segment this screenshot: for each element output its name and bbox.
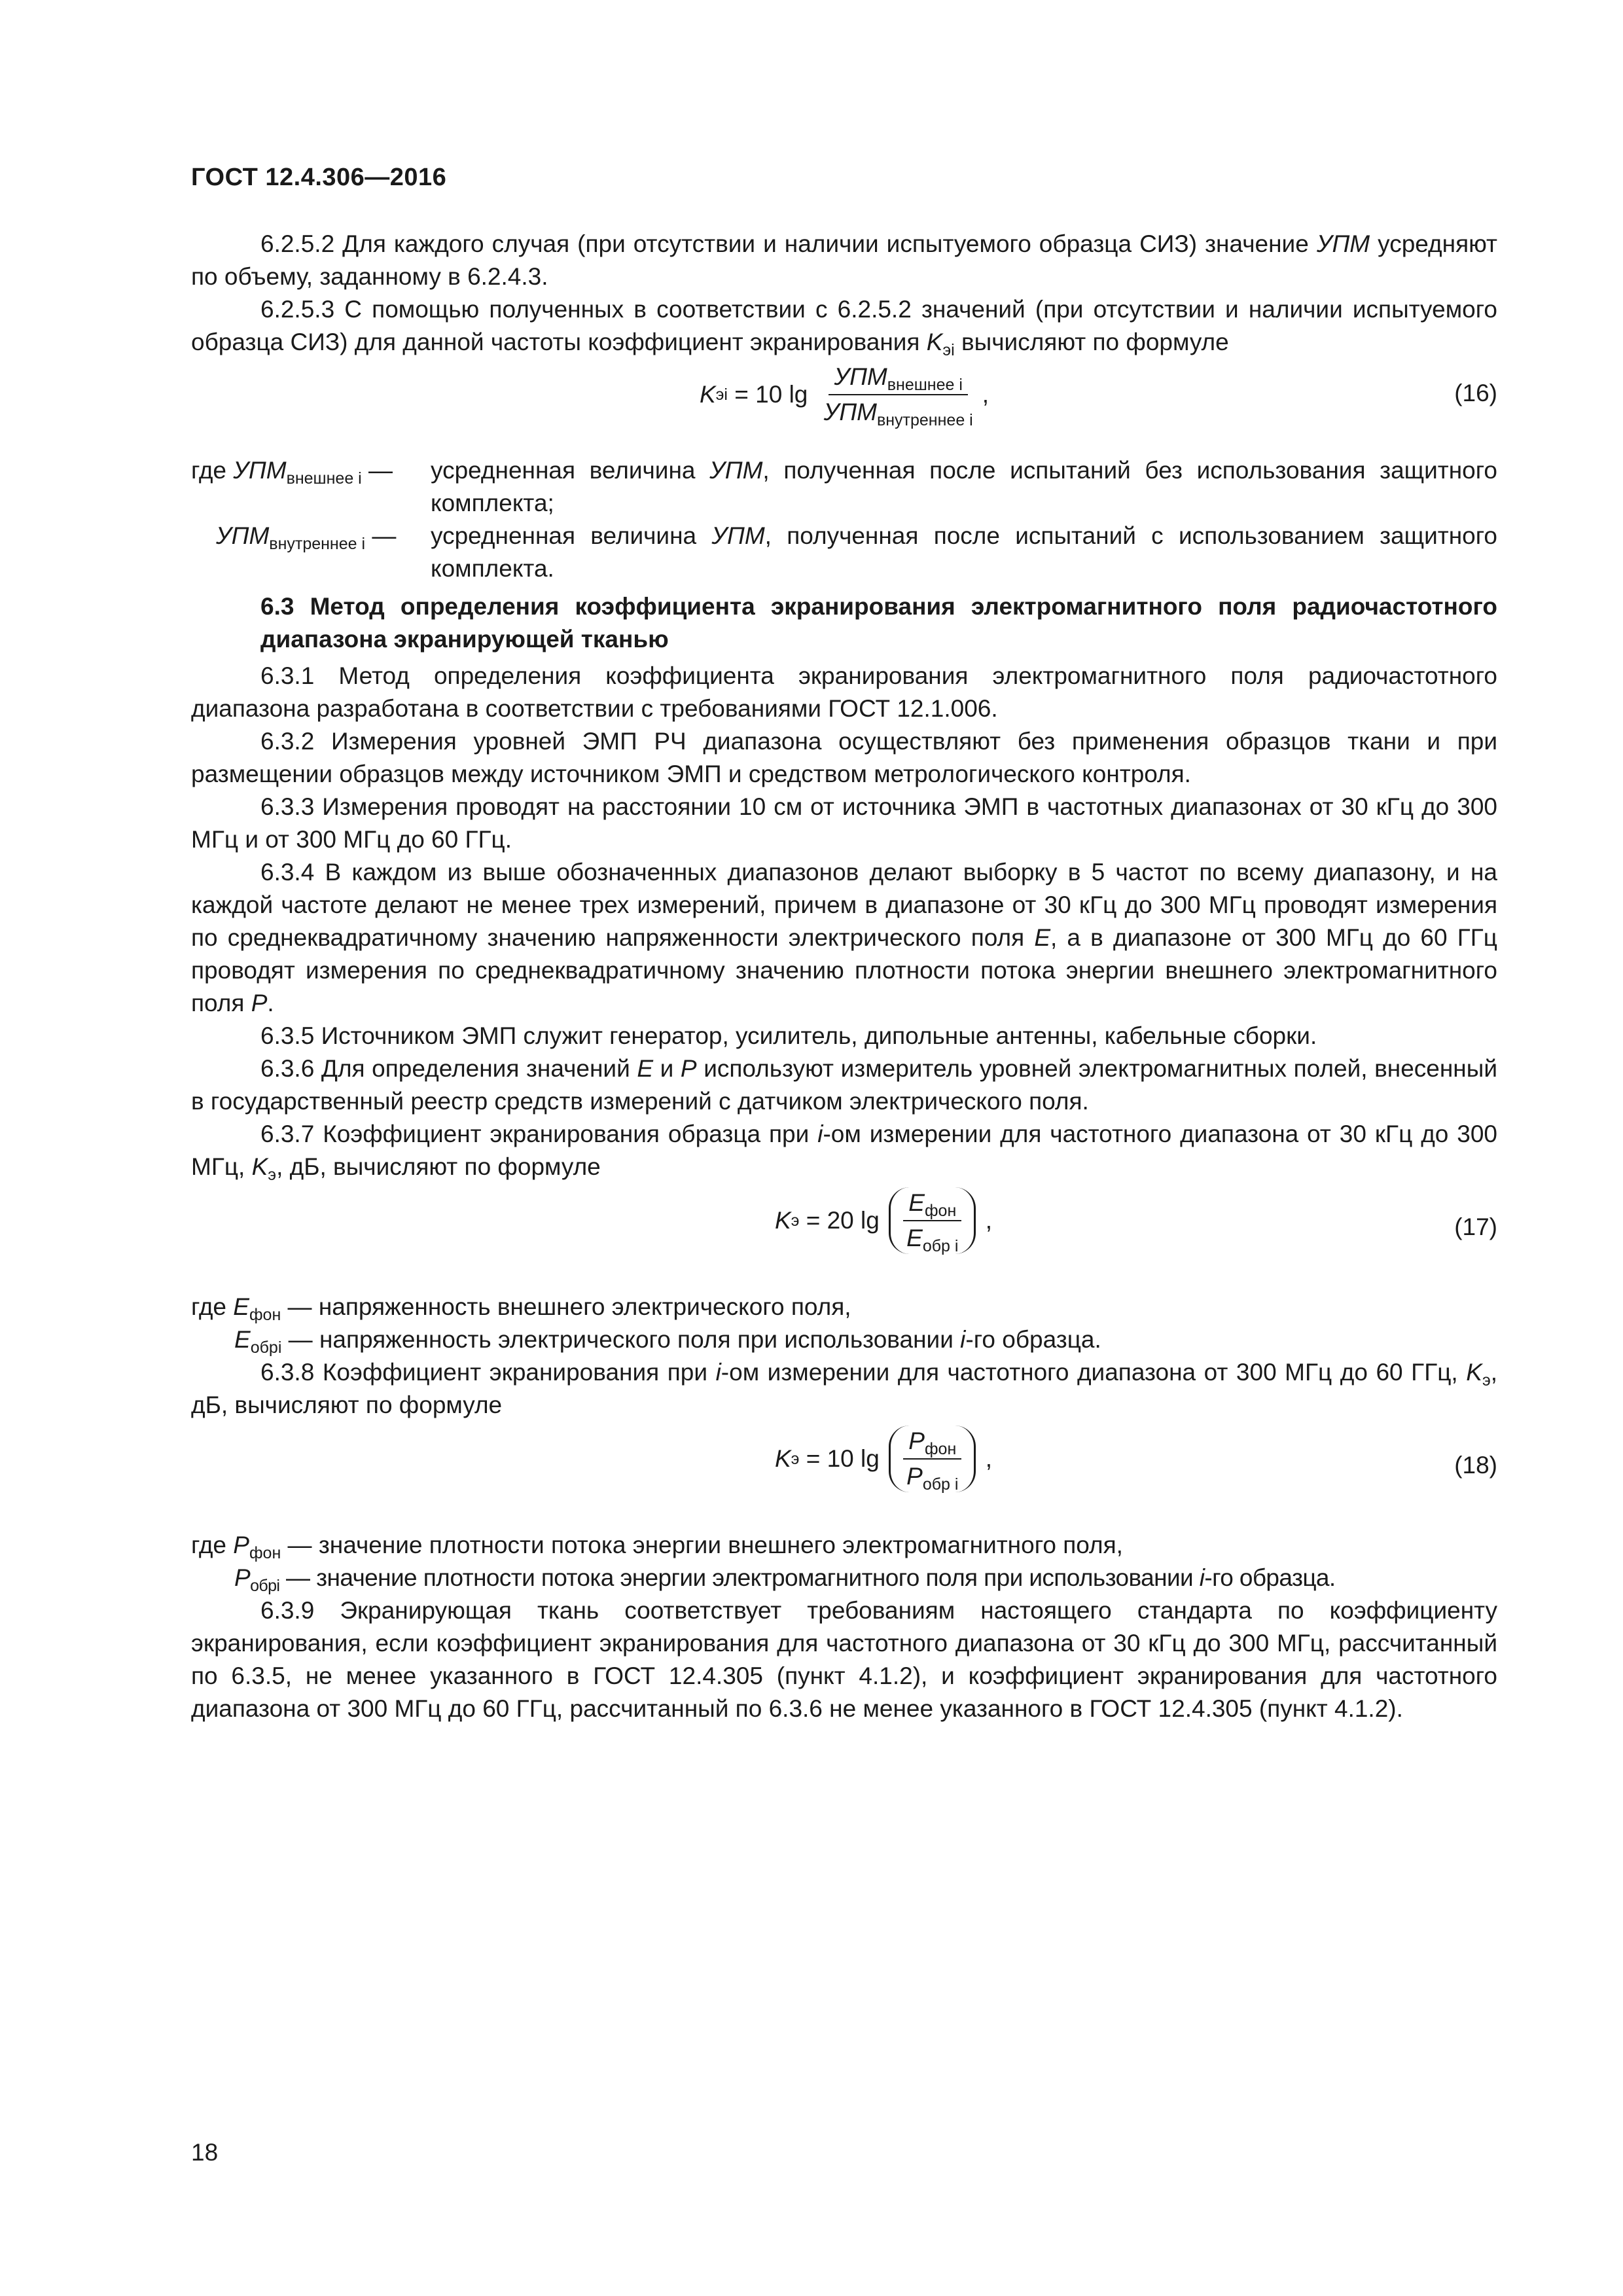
document-body: [191, 228, 1497, 1725]
equation-number-18: (18): [1454, 1452, 1497, 1479]
formula-17: K э = 20 lg $\frac{E_{фон}}{E_{обр i}}$ , (17): [191, 1187, 1497, 1285]
definitions-18: [191, 1529, 1497, 1594]
definition-row: $P_{обрi}$ — значение плотности потока энергии электромагнитного поля при использовании i-го образца.: [234, 1564, 1336, 1595]
paragraph-6-3-6: 6.3.6 Для определения значений E и P используют измеритель уровней электромагнитных полей, внесенный в государственный реестр средств измерений с датчиком электрического поля.: [191, 1055, 1497, 1115]
paragraph-6-3-2: 6.3.2 Измерения уровней ЭМП РЧ диапазона осуществляют без применения образцов ткани и при размещении образцов между источником ЭМП и средством метрологического контроля.: [191, 728, 1497, 787]
definition-row: где $УПМ_{внешнее i}$ — усредненная величина УПМ, полученная после испытаний без использования защитного комплекта;: [191, 457, 1497, 516]
page-number: 18: [191, 2139, 219, 2166]
formula-16-fraction: $\frac{УПМ_{внешнее i}}{УПМ_{внутреннее i}}$: [823, 363, 973, 429]
section-heading-6-3: 6.3 Метод определения коэффициента экранирования электромагнитного поля радиочастотного диапазона экранирующей тканью: [260, 593, 1497, 653]
document-header: ГОСТ 12.4.306—2016: [191, 164, 447, 191]
paragraph-6-2-5-3: 6.2.5.3 С помощью полученных в соответствии с 6.2.5.2 значений (при отсутствии и наличии испытуемого образца СИЗ) для данной частоты коэффициент экранирования $K_{эi}$ вычисляют по формуле: [191, 296, 1497, 359]
formula-16: K эi = 10 lg $\frac{УПМ_{внешнее i}}{УПМ_{внутреннее i}}$ , (16): [699, 363, 1497, 429]
formula-17-parentheses: $\frac{E_{фон}}{E_{обр i}}$: [889, 1187, 976, 1254]
paragraph-6-3-5: 6.3.5 Источником ЭМП служит генератор, усилитель, дипольные антенны, кабельные сборки.: [260, 1022, 1317, 1049]
paragraph-6-3-7: 6.3.7 Коэффициент экранирования образца при i-ом измерении для частотного диапазона от 30 кГц до 300 МГц, $K_э$, дБ, вычисляют по формуле: [191, 1121, 1498, 1184]
definition-row: где $E_{фон}$ — напряженность внешнего электрического поля,: [191, 1293, 851, 1324]
equation-number-16: (16): [1454, 380, 1497, 406]
equation-number-17: (17): [1454, 1213, 1497, 1240]
definition-row: $E_{обрi}$ — напряженность электрического поля при использовании i-го образца.: [234, 1326, 1101, 1357]
definitions-16: [191, 454, 1497, 585]
definition-row: где $P_{фон}$ — значение плотности потока энергии внешнего электромагнитного поля,: [191, 1532, 1123, 1562]
paragraph-6-3-4: 6.3.4 В каждом из выше обозначенных диапазонов делают выборку в 5 частот по всему диапазону, и на каждой частоте делают не менее трех измерений, причем в диапазоне от 30 кГц до 300 МГц проводят измерения по среднеквадратичному значению напряженности электрического поля E, а в диапазоне от 300 МГц до 60 ГГц проводят измерения по среднеквадратичному значению плотности потока энергии внешнего электромагнитного поля P.: [191, 859, 1497, 1016]
definitions-17: [191, 1291, 1497, 1356]
paragraph-6-3-9: 6.3.9 Экранирующая ткань соответствует требованиям настоящего стандарта по коэффициенту экранирования, если коэффициент экранирования для частотного диапазона от 30 кГц до 300 МГц, рассчитанный по 6.3.5, не менее указанного в ГОСТ 12.4.305 (пункт 4.1.2), и коэффициент экранирования для частотного диапазона от 300 МГц до 60 ГГц, рассчитанный по 6.3.6 не менее указанного в ГОСТ 12.4.305 (пункт 4.1.2).: [191, 1597, 1497, 1722]
formula-18: K э = 10 lg $\frac{P_{фон}}{P_{обр i}}$ , (18): [191, 1426, 1497, 1524]
paragraph-6-3-3: 6.3.3 Измерения проводят на расстоянии 10 см от источника ЭМП в частотных диапазонах от 30 кГц до 300 МГц и от 300 МГц до 60 ГГц.: [191, 793, 1497, 853]
paragraph-6-3-8: 6.3.8 Коэффициент экранирования при i-ом измерении для частотного диапазона от 300 МГц до 60 ГГц, $K_э$, дБ, вычисляют по формуле: [191, 1359, 1497, 1418]
paragraph-6-3-1: 6.3.1 Метод определения коэффициента экранирования электромагнитного поля радиочастотного диапазона разработана в соответствии с требованиями ГОСТ 12.1.006.: [191, 662, 1497, 722]
definition-row: $УПМ_{внутреннее i}$ — усредненная величина УПМ, полученная после испытаний с использованием защитного комплекта.: [216, 522, 1497, 582]
paragraph-6-2-5-2: 6.2.5.2 Для каждого случая (при отсутствии и наличии испытуемого образца СИЗ) значение УПМ усредняют по объему, заданному в 6.2.4.3.: [191, 230, 1497, 290]
formula-18-parentheses: $\frac{P_{фон}}{P_{обр i}}$: [889, 1426, 976, 1492]
